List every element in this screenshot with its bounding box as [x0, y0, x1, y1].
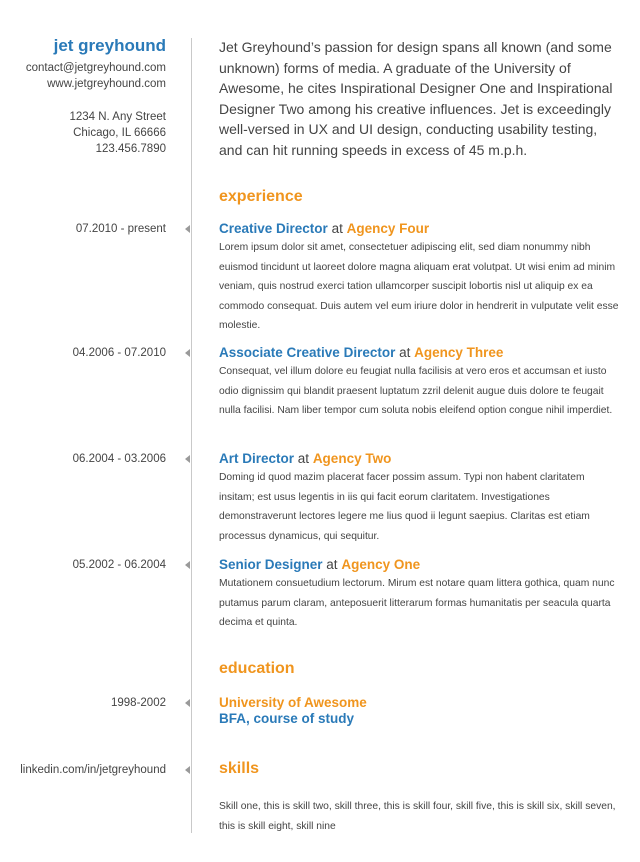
- job-title: [219, 220, 619, 238]
- candidate-name: jet greyhound: [53, 36, 166, 55]
- address-city: Chicago, IL 66666: [73, 127, 166, 139]
- address-street: 1234 N. Any Street: [69, 111, 166, 123]
- timeline-marker-icon: [185, 225, 190, 233]
- job-company: Agency Three: [414, 345, 504, 360]
- website-link[interactable]: www.jetgreyhound.com: [47, 78, 166, 90]
- address-block: [69, 109, 166, 157]
- job-company: Agency One: [341, 557, 421, 572]
- job-dates: 05.2002 - 06.2004: [72, 559, 166, 571]
- timeline-marker-icon: [185, 699, 190, 707]
- job-role: Creative Director: [219, 221, 328, 236]
- job-description: Lorem ipsum dolor sit amet, consectetuer adipiscing elit, sed diam nonummy nibh euismod tincidunt ut laoreet dolore magna aliquam erat volutpat. Ut wisi enim ad minim veniam, quis nostrud exerci tation ullamcorper suscipit lobortis nisl ut aliquip ex ea commodo consequat. Duis autem vel eum iriure dolor in hendrerit in vulputate velit esse molestie.: [219, 242, 619, 331]
- skills-list: Skill one, this is skill two, skill three, this is skill four, skill five, this is skill six, skill seven, this is skill eight, skill nine: [219, 801, 616, 832]
- job-at-word: at: [331, 221, 343, 236]
- job-at-word: at: [399, 345, 411, 360]
- job-title: [219, 344, 619, 362]
- timeline-marker-icon: [185, 455, 190, 463]
- job-description: Consequat, vel illum dolore eu feugiat nulla facilisis at vero eros et accumsan et iusto odio dignissim qui blandit praesent luptatum zzril delenit augue duis dolore te feugait nulla facilisi. Nam liber tempor cum soluta nobis eleifend option congue nihil imperdiet.: [219, 366, 613, 416]
- skills-heading: skills: [219, 760, 260, 777]
- contact-block: [26, 60, 166, 92]
- job-dates: 07.2010 - present: [75, 223, 166, 235]
- intro-paragraph: Jet Greyhound’s passion for design spans all known (and some unknown) forms of media. A graduate of the University of Awesome, he cites Inspirational Designer One and Inspirational Designer Two among his creative influences. Jet is exceedingly well-versed in UX and UI design, conducting usability testing, and can hit running speeds in excess of 45 m.p.h.: [219, 39, 613, 158]
- email-link[interactable]: contact@jetgreyhound.com: [25, 62, 166, 74]
- job-role: Art Director: [219, 451, 295, 466]
- education-entry: [219, 695, 619, 727]
- timeline-marker-icon: [185, 349, 190, 357]
- job-dates: 04.2006 - 07.2010: [72, 347, 166, 359]
- phone-number: 123.456.7890: [95, 143, 166, 155]
- timeline-marker-icon: [185, 766, 190, 774]
- job-title: [219, 450, 619, 468]
- linkedin-link[interactable]: linkedin.com/in/jetgreyhound: [20, 764, 166, 776]
- education-degree: BFA, course of study: [219, 711, 355, 726]
- job-dates: 06.2004 - 03.2006: [72, 453, 166, 465]
- job-company: Agency Four: [346, 221, 430, 236]
- job-at-word: at: [297, 451, 310, 466]
- education-dates: 1998-2002: [111, 697, 166, 709]
- timeline-marker-icon: [185, 561, 190, 569]
- education-heading: education: [219, 660, 295, 677]
- job-description: Mutationem consuetudium lectorum. Mirum est notare quam littera gothica, quam nunc putamus parum claram, anteposuerit litterarum formas humanitatis per seacula quarta decima et quinta.: [219, 578, 615, 628]
- education-school: University of Awesome: [219, 695, 367, 710]
- job-role: Associate Creative Director: [219, 345, 396, 360]
- experience-heading: experience: [219, 188, 303, 205]
- job-title: [219, 556, 619, 574]
- timeline-divider: [191, 38, 192, 833]
- job-role: Senior Designer: [219, 557, 323, 572]
- job-company: Agency Two: [312, 451, 392, 466]
- job-at-word: at: [326, 557, 338, 572]
- job-description: Doming id quod mazim placerat facer possim assum. Typi non habent claritatem insitam; est usus legentis in iis qui facit eorum claritatem. Investigationes demonstraverunt lectores legere me lius quod ii legunt saepius. Claritas est etiam processus dynamicus, qui sequitur.: [219, 472, 590, 542]
